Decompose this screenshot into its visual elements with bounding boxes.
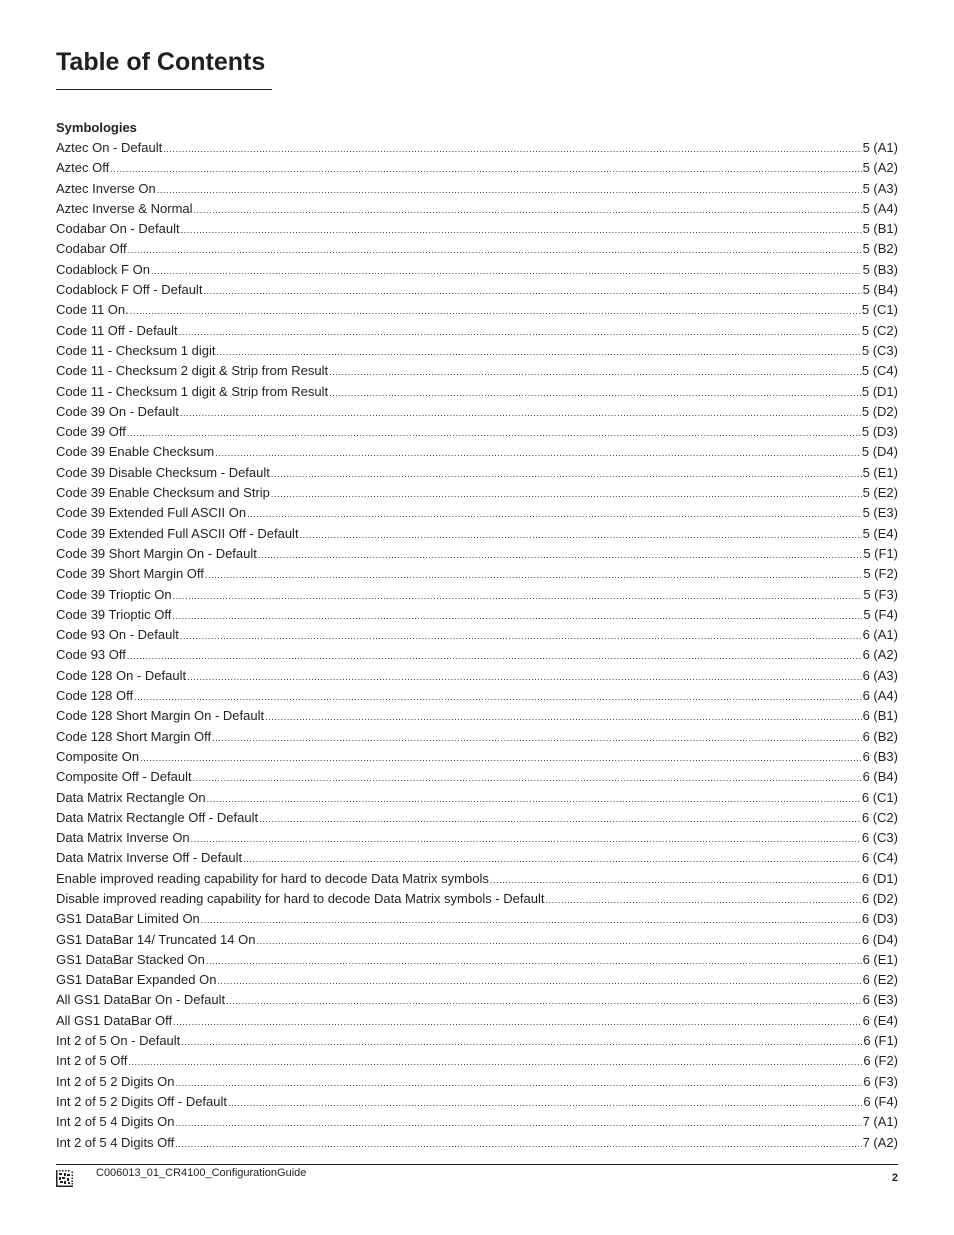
toc-entry[interactable] [56,382,898,402]
toc-dot-leader [271,484,862,503]
toc-entry-label: Int 2 of 5 2 Digits Off - Default [56,1093,228,1109]
toc-entry[interactable] [56,909,898,929]
toc-entry[interactable] [56,625,898,645]
toc-entry-page: 5 (F1) [863,545,898,561]
toc-entry-label: Code 39 Disable Checksum - Default [56,464,270,480]
toc-entry[interactable] [56,747,898,767]
toc-entry-label: Data Matrix Rectangle Off - Default [56,809,259,825]
toc-entry-page: 5 (D2) [861,403,898,419]
toc-entry-page: 5 (B3) [862,261,898,277]
toc-entry[interactable] [56,727,898,747]
toc-dot-leader [181,220,862,239]
toc-entry[interactable] [56,828,898,848]
data-matrix-code-icon [56,1170,73,1187]
toc-entry-page: 6 (C3) [861,830,898,846]
toc-entry-label: Code 39 Extended Full ASCII Off - Default [56,525,299,541]
toc-entry[interactable] [56,1011,898,1031]
toc-entry[interactable] [56,686,898,706]
toc-entry[interactable] [56,239,898,259]
toc-dot-leader [127,646,862,665]
toc-entry[interactable] [56,402,898,422]
toc-entry-label: Code 39 Trioptic Off [56,606,172,622]
toc-entry-label: Int 2 of 5 Off [56,1053,128,1069]
toc-entry-label: Aztec Inverse & Normal [56,200,193,216]
toc-entry[interactable] [56,138,898,158]
toc-dot-leader [176,1113,862,1132]
footer-divider [56,1164,898,1165]
toc-entry[interactable] [56,544,898,564]
toc-entry[interactable] [56,788,898,808]
toc-entry-page: 6 (A2) [862,647,898,663]
toc-dot-leader [228,1093,862,1112]
toc-entry-label: Int 2 of 5 4 Digits On [56,1114,175,1130]
toc-dot-leader [157,180,862,199]
toc-entry-page: 5 (F3) [863,586,898,602]
toc-entry-label: Data Matrix Inverse On [56,830,190,846]
toc-entry-label: GS1 DataBar 14/ Truncated 14 On [56,931,256,947]
section-heading-symbologies: Symbologies [56,120,137,135]
title-underline [56,89,272,90]
toc-dot-leader [173,1012,862,1031]
toc-entry-page: 5 (A4) [862,200,898,216]
toc-entry-page: 6 (F4) [863,1093,898,1109]
toc-dot-leader [175,1134,861,1153]
toc-entry-page: 6 (D1) [861,870,898,886]
toc-entry-label: All GS1 DataBar On - Default [56,992,226,1008]
toc-entry-label: Data Matrix Inverse Off - Default [56,850,243,866]
toc-entry-label: Aztec Inverse On [56,180,156,196]
toc-entry[interactable] [56,280,898,300]
toc-entry-label: Enable improved reading capability for hard to decode Data Matrix symbols [56,870,489,886]
toc-dot-leader [243,849,861,868]
toc-entry-page: 5 (B2) [862,241,898,257]
toc-entry[interactable] [56,361,898,381]
toc-entry-label: Int 2 of 5 2 Digits On [56,1073,175,1089]
toc-entry-page: 5 (E1) [862,464,898,480]
page-title: Table of Contents [56,48,266,76]
toc-entry[interactable] [56,503,898,523]
toc-list [56,138,898,1153]
toc-entry-label: Codablock F On [56,261,150,277]
toc-entry-label: Int 2 of 5 4 Digits Off [56,1134,175,1150]
toc-entry-page: 5 (F2) [863,566,898,582]
toc-dot-leader [205,565,862,584]
toc-entry-page: 6 (B1) [862,708,898,724]
toc-entry-label: Code 39 Short Margin Off [56,566,204,582]
toc-entry[interactable] [56,848,898,868]
toc-entry-page: 6 (D3) [861,911,898,927]
toc-entry[interactable] [56,950,898,970]
toc-entry[interactable] [56,706,898,726]
toc-entry[interactable] [56,483,898,503]
toc-dot-leader [271,464,862,483]
toc-dot-leader [217,971,861,990]
toc-entry[interactable] [56,645,898,665]
toc-dot-leader [329,362,861,381]
toc-entry-page: 6 (D4) [861,931,898,947]
toc-entry-label: Code 128 On - Default [56,667,187,683]
toc-entry-label: Disable improved reading capability for hard to decode Data Matrix symbols - Default [56,890,545,906]
toc-entry-label: Code 11 On. [56,302,129,318]
toc-entry-page: 5 (C4) [861,363,898,379]
toc-dot-leader [176,1073,863,1092]
toc-entry-label: Code 39 Off [56,424,126,440]
toc-entry-page: 5 (C3) [861,342,898,358]
toc-entry[interactable] [56,605,898,625]
toc-entry-label: Code 93 Off [56,647,126,663]
toc-entry[interactable] [56,930,898,950]
toc-entry[interactable] [56,341,898,361]
toc-entry-page: 6 (F1) [863,1033,898,1049]
toc-dot-leader [151,261,862,280]
toc-entry[interactable] [56,585,898,605]
toc-dot-leader [134,687,862,706]
toc-dot-leader [180,626,862,645]
toc-entry[interactable] [56,219,898,239]
toc-entry-page: 6 (E1) [862,951,898,967]
toc-entry-label: Composite Off - Default [56,769,192,785]
toc-entry[interactable] [56,1031,898,1051]
toc-dot-leader [206,951,862,970]
toc-entry-label: Code 39 Trioptic On [56,586,172,602]
toc-dot-leader [247,504,862,523]
toc-entry-label: Code 39 On - Default [56,403,179,419]
toc-dot-leader [163,139,861,158]
toc-entry[interactable] [56,808,898,828]
toc-entry-page: 6 (A4) [862,688,898,704]
toc-entry-label: Code 39 Extended Full ASCII On [56,505,247,521]
toc-entry-page: 6 (C4) [861,850,898,866]
toc-dot-leader [300,525,862,544]
toc-entry-page: 5 (C2) [861,322,898,338]
toc-entry-page: 5 (C1) [861,302,898,318]
toc-entry-page: 5 (D4) [861,444,898,460]
toc-dot-leader [172,606,862,625]
toc-dot-leader [226,991,862,1010]
toc-entry[interactable] [56,889,898,909]
toc-entry[interactable] [56,666,898,686]
toc-entry-page: 6 (A3) [862,667,898,683]
toc-entry[interactable] [56,321,898,341]
toc-entry-page: 5 (B4) [862,282,898,298]
toc-entry[interactable] [56,442,898,462]
toc-entry[interactable] [56,990,898,1010]
toc-entry-label: Aztec On - Default [56,140,163,155]
toc-dot-leader [259,809,861,828]
toc-entry-page: 6 (C1) [861,789,898,805]
toc-entry-page: 5 (D1) [861,383,898,399]
toc-entry[interactable] [56,199,898,219]
toc-dot-leader [329,383,861,402]
toc-entry-page: 6 (B4) [862,769,898,785]
toc-dot-leader [187,667,862,686]
toc-entry-label: Composite On [56,748,140,764]
toc-dot-leader [180,403,861,422]
toc-dot-leader [128,1052,862,1071]
toc-entry-label: Code 39 Enable Checksum and Strip [56,485,270,501]
toc-entry-label: Codabar Off [56,241,127,257]
toc-entry-label: Code 11 - Checksum 1 digit [56,342,216,358]
toc-entry-page: 5 (F4) [863,606,898,622]
toc-entry-label: Code 11 - Checksum 2 digit & Strip from Result [56,363,329,379]
toc-entry-label: GS1 DataBar Limited On [56,911,200,927]
toc-entry-page: 5 (E3) [862,505,898,521]
toc-entry-page: 6 (D2) [861,890,898,906]
toc-entry-page: 7 (A2) [862,1134,898,1150]
toc-entry-page: 6 (E2) [862,972,898,988]
toc-dot-leader [128,240,862,259]
toc-entry[interactable] [56,1133,898,1153]
toc-entry-page: 6 (E3) [862,992,898,1008]
toc-entry[interactable] [56,260,898,280]
toc-entry-page: 5 (E2) [862,485,898,501]
toc-entry-label: Data Matrix Rectangle On [56,789,206,805]
toc-entry-label: Code 93 On - Default [56,627,179,643]
toc-dot-leader [207,789,861,808]
toc-entry-label: Code 11 Off - Default [56,322,178,338]
toc-entry-page: 6 (C2) [861,809,898,825]
toc-dot-leader [490,870,861,889]
toc-dot-leader [265,707,861,726]
toc-dot-leader [127,423,861,442]
toc-dot-leader [201,910,861,929]
toc-entry-page: 5 (A3) [862,180,898,196]
toc-entry[interactable] [56,524,898,544]
toc-dot-leader [258,545,862,564]
toc-dot-leader [130,301,861,320]
toc-entry-label: Code 11 - Checksum 1 digit & Strip from Result [56,383,329,399]
toc-entry-label: Code 128 Short Margin On - Default [56,708,265,724]
toc-entry[interactable] [56,767,898,787]
toc-entry[interactable] [56,300,898,320]
toc-entry-label: Code 39 Short Margin On - Default [56,545,257,561]
toc-entry-page: 5 (E4) [862,525,898,541]
toc-entry[interactable] [56,1072,898,1092]
toc-entry[interactable] [56,564,898,584]
toc-entry-label: Code 39 Enable Checksum [56,444,215,460]
toc-dot-leader [110,159,861,178]
toc-entry-page: 7 (A1) [862,1114,898,1130]
toc-entry[interactable] [56,158,898,178]
toc-entry-page: 5 (B1) [862,221,898,237]
toc-entry-label: Codablock F Off - Default [56,282,203,298]
toc-entry-page: 5 (D3) [861,424,898,440]
toc-dot-leader [216,342,860,361]
toc-dot-leader [181,1032,862,1051]
toc-dot-leader [194,200,862,219]
toc-entry-label: All GS1 DataBar Off [56,1012,173,1028]
toc-dot-leader [193,768,862,787]
toc-entry-page: 6 (F3) [863,1073,898,1089]
toc-entry-label: GS1 DataBar Expanded On [56,972,217,988]
toc-entry-label: Codabar On - Default [56,221,180,237]
toc-entry[interactable] [56,1092,898,1112]
footer-page-number: 2 [891,1172,898,1184]
toc-dot-leader [173,586,863,605]
toc-entry-label: Code 128 Short Margin Off [56,728,212,744]
footer-document-id: C006013_01_CR4100_ConfigurationGuide [96,1167,307,1179]
toc-entry-page: 5 (A1) [862,140,898,155]
toc-dot-leader [179,322,861,341]
toc-dot-leader [191,829,861,848]
toc-dot-leader [545,890,860,909]
toc-entry[interactable] [56,422,898,442]
toc-entry-label: GS1 DataBar Stacked On [56,951,205,967]
toc-dot-leader [215,443,861,462]
toc-entry[interactable] [56,970,898,990]
toc-entry[interactable] [56,1112,898,1132]
toc-dot-leader [140,748,862,767]
toc-entry-page: 6 (B2) [862,728,898,744]
toc-dot-leader [212,728,861,747]
toc-entry-page: 6 (A1) [862,627,898,643]
toc-entry-page: 5 (A2) [862,160,898,176]
toc-entry-page: 6 (B3) [862,748,898,764]
toc-entry[interactable] [56,179,898,199]
toc-entry-page: 6 (F2) [863,1053,898,1069]
toc-entry-label: Int 2 of 5 On - Default [56,1033,181,1049]
toc-dot-leader [203,281,861,300]
toc-entry-page: 6 (E4) [862,1012,898,1028]
toc-entry[interactable] [56,1051,898,1071]
toc-entry-label: Code 128 Off [56,688,134,704]
toc-dot-leader [256,931,860,950]
toc-entry-label: Aztec Off [56,160,110,176]
toc-entry[interactable] [56,463,898,483]
toc-entry[interactable] [56,869,898,889]
